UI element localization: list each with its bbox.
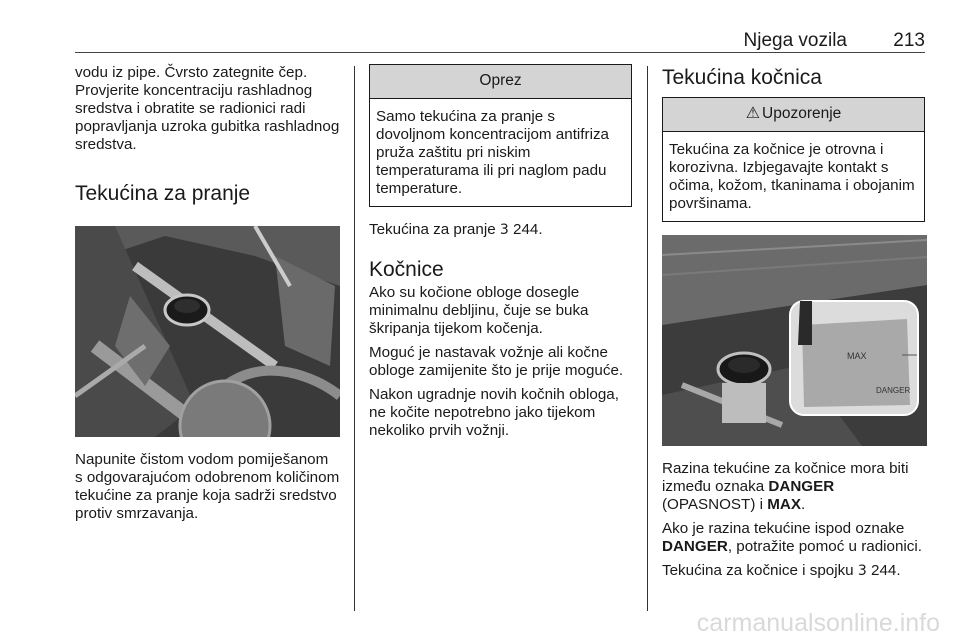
warning-header xyxy=(663,98,924,132)
low-level-advice xyxy=(662,520,927,556)
advice-text: , potražite pomoć u radionici. xyxy=(727,538,922,555)
brakes-para-1: Ako su kočione obloge dosegle minimalnu debljinu, čuje se buka škripanja tijekom kočenja. xyxy=(369,284,589,337)
column-1 xyxy=(75,64,340,523)
brake-fluid-reference xyxy=(662,562,927,580)
warning-icon: ⚠ xyxy=(745,105,761,122)
column-divider-2 xyxy=(647,66,648,611)
column-2 xyxy=(369,64,634,440)
caution-title: Oprez xyxy=(370,65,631,99)
column-3 xyxy=(662,64,927,580)
coolant-intro-text: vodu iz pipe. Čvrsto zategnite čep. Provjerite koncentraciju rashladnog sredstva i obratite se radionici radi popravljanja uzroka gubitka rashladnog sredstva. xyxy=(75,64,340,153)
brake-fluid-heading: Tekućina kočnica xyxy=(662,66,822,89)
page-header xyxy=(75,30,925,52)
caution-box xyxy=(369,64,632,207)
photo-label-danger: DANGER xyxy=(876,386,911,395)
brakes-para-3: Nakon ugradnje novih kočnih obloga, ne kočite nepotrebno jako tijekom nekoliko prvih vožnji. xyxy=(369,386,619,439)
level-text-c: . xyxy=(800,496,806,513)
page-number: 213 xyxy=(893,30,925,51)
reference-label: Tekućina za pranje xyxy=(369,221,496,238)
watermark: carmanualsonline.info xyxy=(696,609,940,637)
warning-title: Upozorenje xyxy=(762,105,842,122)
advice-danger-label: DANGER xyxy=(662,538,728,555)
column-divider-1 xyxy=(354,66,355,611)
reference-page: 244. xyxy=(871,562,901,579)
header-divider xyxy=(75,52,925,53)
warning-box xyxy=(662,97,925,222)
caution-text: Samo tekućina za pranje s dovoljnom koncentracijom antifriza pruža zaštitu pri niskim temperaturama ili pri naglom padu temperature. xyxy=(376,108,609,197)
section-title: Njega vozila xyxy=(743,30,847,51)
warning-text: Tekućina za kočnice je otrovna i korozivna. Izbjegavajte kontakt s očima, kožom, tkaninama i obojanim površinama. xyxy=(669,141,915,212)
danger-label: DANGER xyxy=(768,478,835,495)
fluid-level-text xyxy=(662,460,927,514)
advice-prefix: Ako je razina tekućine ispod oznake xyxy=(662,520,905,537)
page-ref-icon: 3 xyxy=(499,222,509,238)
reference-page: 244. xyxy=(513,221,543,238)
max-label: MAX xyxy=(767,496,801,513)
page-ref-icon: 3 xyxy=(857,563,867,579)
photo-label-max: MAX xyxy=(847,351,867,361)
brakes-heading: Kočnice xyxy=(369,258,444,281)
brakes-para-2: Moguć je nastavak vožnje ali kočne obloge zamijenite što je prije moguće. xyxy=(369,344,624,379)
brake-reservoir-photo xyxy=(662,235,927,446)
level-text-b: (OPASNOST) i xyxy=(662,496,763,513)
washer-reservoir-photo xyxy=(75,226,340,437)
washer-fluid-heading: Tekućina za pranje xyxy=(75,182,251,205)
washer-fill-text: Napunite čistom vodom pomiješanom s odgovarajućom odobrenom količinom tekućine za pranje koja sadrži sredstvo protiv smrzavanja. xyxy=(75,451,340,522)
level-text-a: Razina tekućine za kočnice mora biti između oznaka xyxy=(662,460,909,495)
reference-label: Tekućina za kočnice i spojku xyxy=(662,562,854,579)
washer-fluid-reference xyxy=(369,221,634,239)
